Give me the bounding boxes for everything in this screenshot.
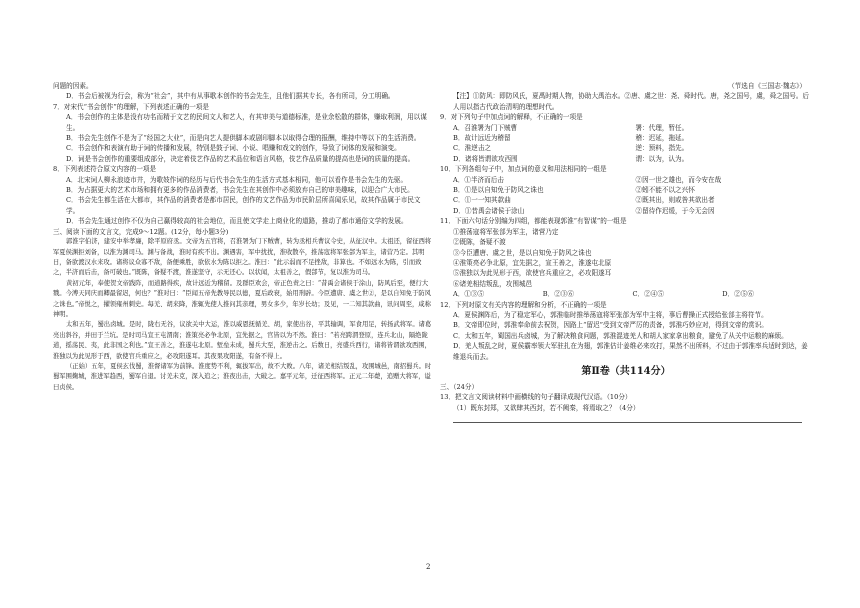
question-11-items (440, 227, 812, 289)
option-text: A．①半济而后击 (453, 175, 504, 184)
option-row (440, 175, 812, 185)
option-row (440, 195, 812, 205)
option-gloss: 逆：预料，指先。 (635, 144, 689, 153)
source-citation: （节选自《三国志·魏志》） (728, 82, 806, 90)
question-12: 12．下列对原文有关内容的理解和分析，不正确的一项是 (440, 300, 607, 309)
left-paragraph: A．书会创作的主体是没有功名而精于文艺的民间文人和艺人，有其审美与道德标准，是业余松散的群体，赚取利润，用以谋生。 (66, 113, 427, 132)
answer-line[interactable] (453, 413, 802, 423)
option-text: ②留待作迟缓，于今无会因 (635, 206, 715, 215)
option-gloss: 稽：迟延，拖延。 (635, 134, 689, 143)
option-row (440, 206, 812, 216)
left-paragraph: 太和五年，蜀出卤城。是时，陇右无谷，议欲关中大运，淮以威恩抚循羌、胡，家使出谷，平其输调，军食用足，转扬武将军。诸葛亮出斜谷，并田于兰坑。是时司马宣王屯渭南；淮策亮必争北原，宜先据之，官皆以为不然。淮曰：“若亮跨渭登原，连兵北山，隔绝陇道，摇荡民、夷，此非国之利也。”宣王善之，淮遂屯北原。堑垒未成，蜀兵大至，淮逆击之。后数日，亮盛兵西行，诸将皆谓欲攻西围，淮独以为此见形于西，欲使官兵重应之，必攻阳遂耳。其夜果攻阳遂，有备不得上。 (53, 321, 432, 360)
section-heading: 三、（24分） (440, 382, 479, 391)
option-b: B．文帝即位时，郭淮奉命前去祝贺，因路上“留迟”受到文帝严厉的责备，郭淮巧妙应对，得到文帝的赏识。 (453, 321, 768, 330)
question-13: 13．把文言文阅读材料中画横线的句子翻译成现代汉语。（10分） (440, 393, 632, 402)
list-item: ⑥诸羌相结叛乱，攻围城邑 (453, 279, 533, 288)
option-text: C．淮逆击之 (453, 144, 492, 153)
option-text: ②因一世之雄也，而今安在哉 (635, 175, 722, 184)
option-c: C．太和五年，蜀国出兵卤城，为了解决粮食问题，郭淮混迹羌人和胡人家家拿出粮食，避免了从关中运粮的麻烦。 (453, 331, 788, 340)
option-b: B．②③⑥ (542, 290, 574, 299)
left-paragraph: 三、阅读下面的文言文，完成9～12题。(12分，每小题3分) (53, 227, 229, 236)
option-gloss: 谓：以为，认为。 (635, 154, 689, 163)
option-row (440, 154, 812, 164)
list-item: ②既陈，备疑不渡 (453, 238, 506, 247)
option-a: A．夏侯渊阵后，为了稳定军心，郭淮临时推举荡寇将军张郃为军中主将，事后曹操正式授给张郃主将符节。 (453, 310, 768, 319)
left-paragraph: 郭淮字伯济，建安中举孝廉，除平原府丞。文帝为五官将，召淮署为门下贼曹，转为丞相兵曹议令史，从征汉中。太祖还，留征西将军夏侯渊拒刘备，以淮为渊司马。渊与备战，淮时有疾不出。渊遇害，军中扰扰，淮收散卒，推荡寇将军张郃为军主，诸营乃定。其明日，备欲渡汉水来攻。诸将议众寡不敌，备便乘胜，欲依水为陈以拒之。淮曰：“此示弱而不足挫敌，非算也。不如远水为陈，引而致之，半济而后击，备可破也。”既陈，备疑不渡，淮遂坚守，示无还心。以状闻，太祖善之，假郃节，复以淮为司马。 (53, 238, 432, 277)
option-text: C．①一一知其款曲 (453, 196, 511, 205)
option-text: D．诸将皆谓欲攻西围 (453, 154, 518, 163)
left-paragraph: D．书会先生通过创作不仅为自己赢得较高的社会地位，而且使文学走上商业化的道路，推动了都市通俗文学的发展。 (66, 217, 408, 226)
right-column (440, 81, 812, 423)
left-paragraph: D．词是书会创作的重要组成部分，决定着伎艺作品的艺术品位和语言风格，伎艺作品质量的提高也是词的质量的提高。 (66, 154, 415, 163)
list-item: ③今臣遭唐、虞之世，是以自知免于防风之诛也 (453, 248, 592, 257)
left-paragraph: 8．下列表述符合原文内容的一项是 (53, 165, 157, 174)
option-row (440, 143, 812, 153)
page-number: 2 (426, 563, 431, 571)
option-d: D．羌人叛乱之时，夏侯霸率领大军驻扎在为翅，郭淮估计姜维必来攻打，果然不出所料，不过由于郭淮率兵适时到达，姜维退兵而去。 (453, 342, 808, 361)
question-9: 9．对下列句子中加点词的解释，不正确的一项是 (440, 113, 583, 122)
option-gloss: 署：代理，暂任。 (635, 123, 689, 132)
option-row (440, 123, 812, 133)
option-text: B．①是以自知免于防风之诛也 (453, 186, 544, 195)
left-paragraph: C．书会先生都生活在大都市，其作品的消费者是都市居民，创作的文艺作品为市民阶层所喜闻乐见，故其作品属于市民文学。 (66, 196, 421, 215)
left-paragraph: B．书会先生创作不是为了“经国之大业”，而是向艺人提供脚本或剧印脚本以取得合理的报酬，维持中等以下的生活消费。 (66, 134, 421, 143)
left-paragraph: B．为占据更大的艺术市场和拥有更多的作品消费者，书会先生在其创作中必须放弃自己的审美趣味，以迎合广大市民。 (66, 186, 414, 195)
left-paragraph: A．北宋词人柳永浪迹市井，为歌妓作词的经历与后代书会先生的生活方式基本相同，他可以看作是书会先生的先驱。 (66, 175, 408, 184)
option-text: ②既其出，则或咎其欲出者 (635, 196, 715, 205)
option-text: ②蚓不能不以之兴怀 (635, 186, 695, 195)
left-paragraph: （正始）五年，夏侯玄伐蜀，淮督诸军为前锋。淮度势不利，辄拔军出，故不大败。八年，诸羌相结叛乱，攻围城邑，南招蜀兵。时蜀军围麹城，淮进军趋西，蜀军自退。讨羌未克，深入追之；淮夜出击，大破之。嘉平元年，迁征西将军。正元二年薨，追赠大将军，谥曰贞侯。 (53, 362, 432, 391)
question-10: 10．下列各组句子中，加点词的意义和用法相同的一组是 (440, 165, 607, 174)
option-row (440, 133, 812, 143)
question-13-part-1: （1）既东封郑，又欲肆其西封，若不阙秦，将焉取之？（4分） (453, 403, 640, 412)
option-text: A．召淮署为门下贼曹 (453, 123, 518, 132)
question-10-options (440, 175, 812, 217)
left-column (53, 81, 433, 393)
left-paragraph: 问题的因素。 (53, 82, 93, 90)
section-title: 第Ⅱ卷（共114分） (581, 365, 671, 377)
list-item: ①推荡寇将军张郃为军主，诸营乃定 (453, 227, 559, 236)
list-item: ④淮策亮必争北原，宜先据之，宣王善之，淮遂屯北原 (453, 258, 612, 267)
left-paragraph: C．书会创作和表演有助于词的传播和发展，特别是鼓子词、小说、唱赚和戏文的创作，导致了词体的发展和演变。 (66, 144, 401, 153)
option-c: C．②④⑤ (632, 290, 664, 299)
question-11: 11．下面六句话分别编为四组，都能表现郭淮“有智谋”的一组是 (440, 217, 627, 226)
option-text: B．故计远近为稽留 (453, 134, 511, 143)
annotation-note: 【注】①防风：即防风氏，夏禹时期人物，协助大禹治水。②唐、虞之世：尧、舜时代。唐，尧之国号，虞，舜之国号。后人用以指古代政治清明的理想时代。 (453, 92, 810, 111)
option-text: D．①昔禹会诸侯于涂山 (453, 206, 525, 215)
question-11-options (440, 289, 812, 299)
option-d: D．②⑤⑥ (722, 290, 754, 299)
left-paragraph: 7．对宋代“书会创作”的理解，下列表述正确的一项是 (53, 102, 209, 111)
option-a: A．①③⑤ (453, 290, 485, 299)
option-row (440, 185, 812, 195)
left-paragraph: 黄初元年，奉使贺文帝践阼，而道路得疾，故计远近为稽留。及群臣欢会，帝正色责之曰：“昔禹会诸侯于涂山，防风后至，便行大戮。今溥天同庆而卿最留迟，何也？”淮对曰：“臣闻五帝先教导民以德，夏后政衰，始用刑辟。今臣遭唐、虞之世②，是以自知免于防风之诛也。”帝悦之，擢领雍州刺史。每羌、胡来降，淮辄先使人推问其亲理，男女多少，年岁长幼；及见，一二知其款曲，讯问周至，咸称神明。 (53, 279, 431, 318)
question-9-options (440, 123, 812, 165)
list-item: ⑤淮独以为此见形于西，欲使官兵重应之，必攻阳遂耳 (453, 269, 612, 278)
left-paragraph: D．书会后被视为行会，称为“社会”，其中有从事歌本创作的书会先生，且他们据其专长，各有所司，分工明确。 (66, 92, 395, 101)
